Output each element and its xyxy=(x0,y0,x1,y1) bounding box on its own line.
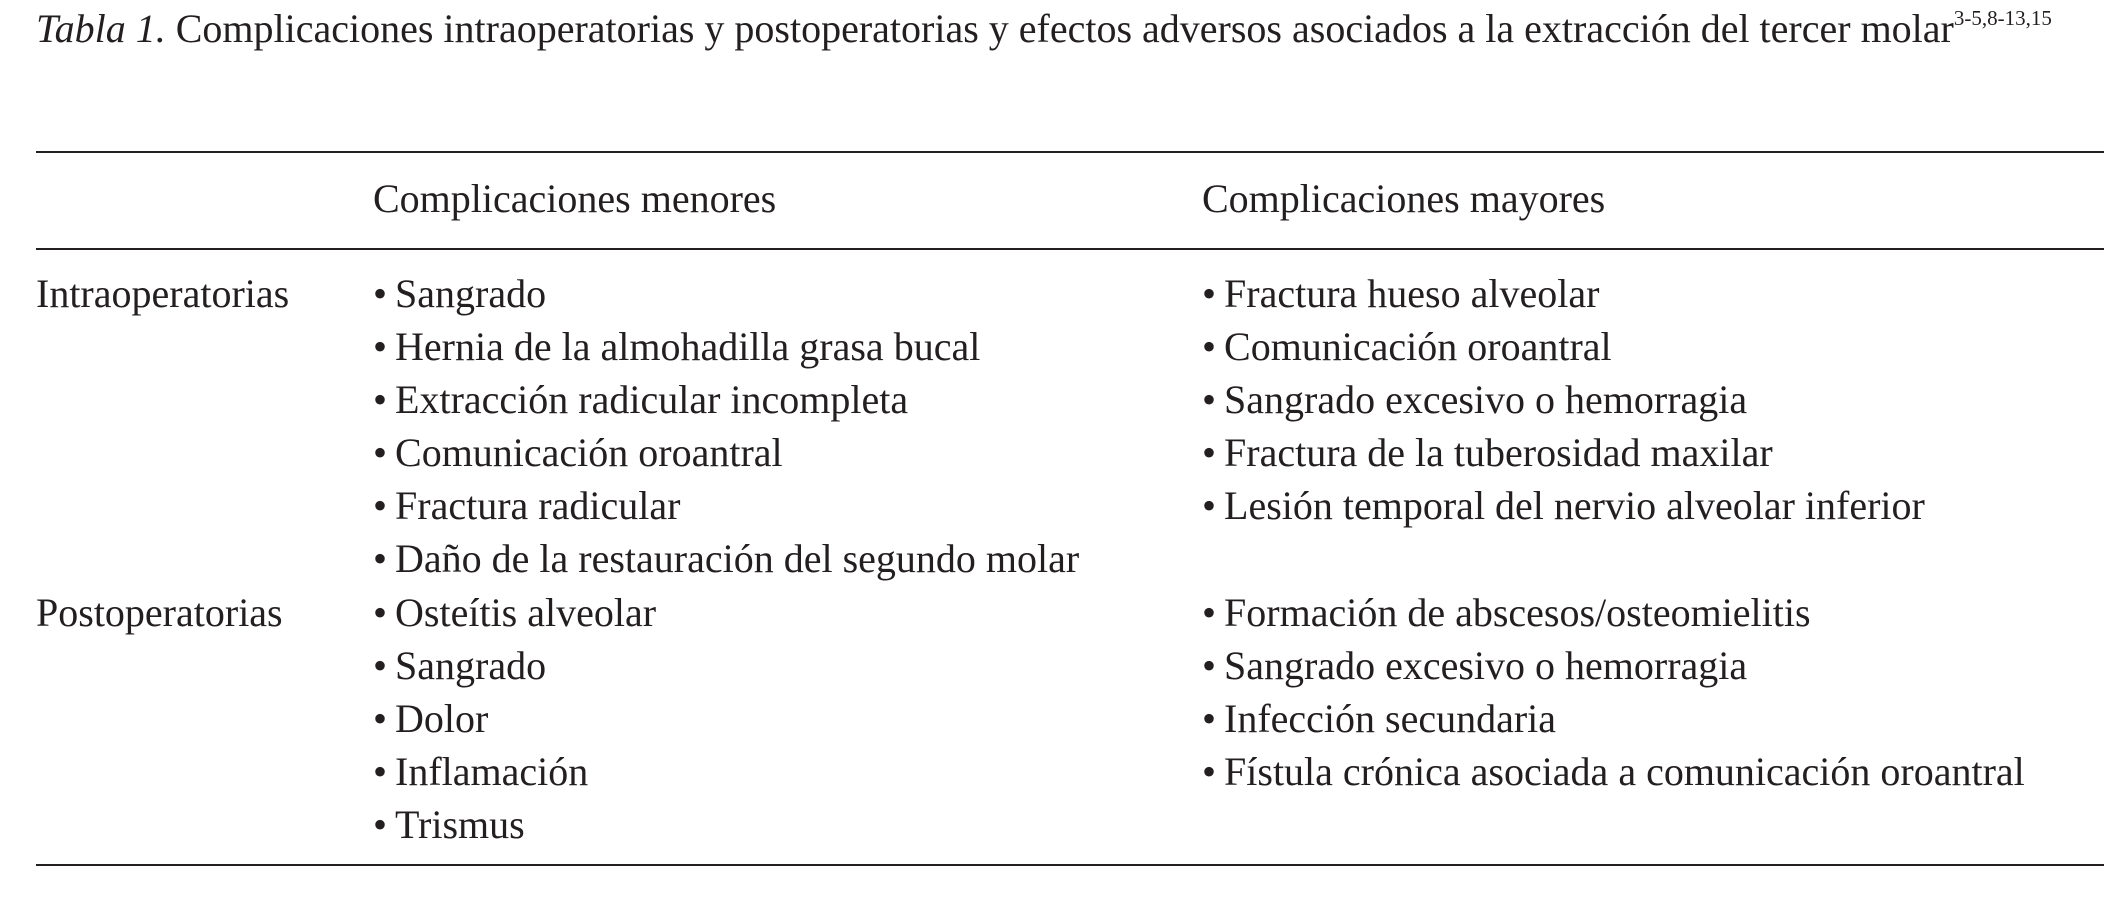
table-caption-references: 3-5,8-13,15 xyxy=(1953,6,2052,30)
row-label-postoperative: Postoperatorias xyxy=(36,590,283,635)
intraoperative-minor-list xyxy=(373,267,1079,585)
list-item: • Fractura hueso alveolar xyxy=(1202,267,1925,320)
intraoperative-major-list xyxy=(1202,267,1925,532)
list-item: • Fístula crónica asociada a comunicación oroantral xyxy=(1202,745,2025,798)
list-item: • Formación de abscesos/osteomielitis xyxy=(1202,586,2025,639)
list-item: • Sangrado xyxy=(373,639,656,692)
list-item: • Daño de la restauración del segundo molar xyxy=(373,532,1079,585)
list-item: • Fractura radicular xyxy=(373,479,1079,532)
postoperative-major-list xyxy=(1202,586,2025,798)
list-item: • Hernia de la almohadilla grasa bucal xyxy=(373,320,1079,373)
table-header-rule xyxy=(36,248,2104,250)
column-header-major-complications: Complicaciones mayores xyxy=(1202,176,1606,221)
postoperative-minor-list xyxy=(373,586,656,851)
list-item: • Sangrado excesivo o hemorragia xyxy=(1202,373,1925,426)
list-item: • Comunicación oroantral xyxy=(1202,320,1925,373)
table-caption-text: Complicaciones intraoperatorias y postoperatorias y efectos adversos asociados a la extracción del tercer molar xyxy=(165,6,1954,51)
list-item: • Fractura de la tuberosidad maxilar xyxy=(1202,426,1925,479)
table-caption xyxy=(36,2,2076,56)
list-item: • Lesión temporal del nervio alveolar inferior xyxy=(1202,479,1925,532)
row-label-intraoperative: Intraoperatorias xyxy=(36,271,290,316)
list-item: • Osteítis alveolar xyxy=(373,586,656,639)
list-item: • Dolor xyxy=(373,692,656,745)
column-header-minor-complications: Complicaciones menores xyxy=(373,176,777,221)
list-item: • Extracción radicular incompleta xyxy=(373,373,1079,426)
list-item: • Sangrado xyxy=(373,267,1079,320)
list-item: • Inflamación xyxy=(373,745,656,798)
list-item: • Comunicación oroantral xyxy=(373,426,1079,479)
table-bottom-rule xyxy=(36,864,2104,866)
list-item: • Infección secundaria xyxy=(1202,692,2025,745)
list-item: • Sangrado excesivo o hemorragia xyxy=(1202,639,2025,692)
list-item: • Trismus xyxy=(373,798,656,851)
table-top-rule xyxy=(36,151,2104,153)
table-caption-label: Tabla 1. xyxy=(36,6,166,51)
